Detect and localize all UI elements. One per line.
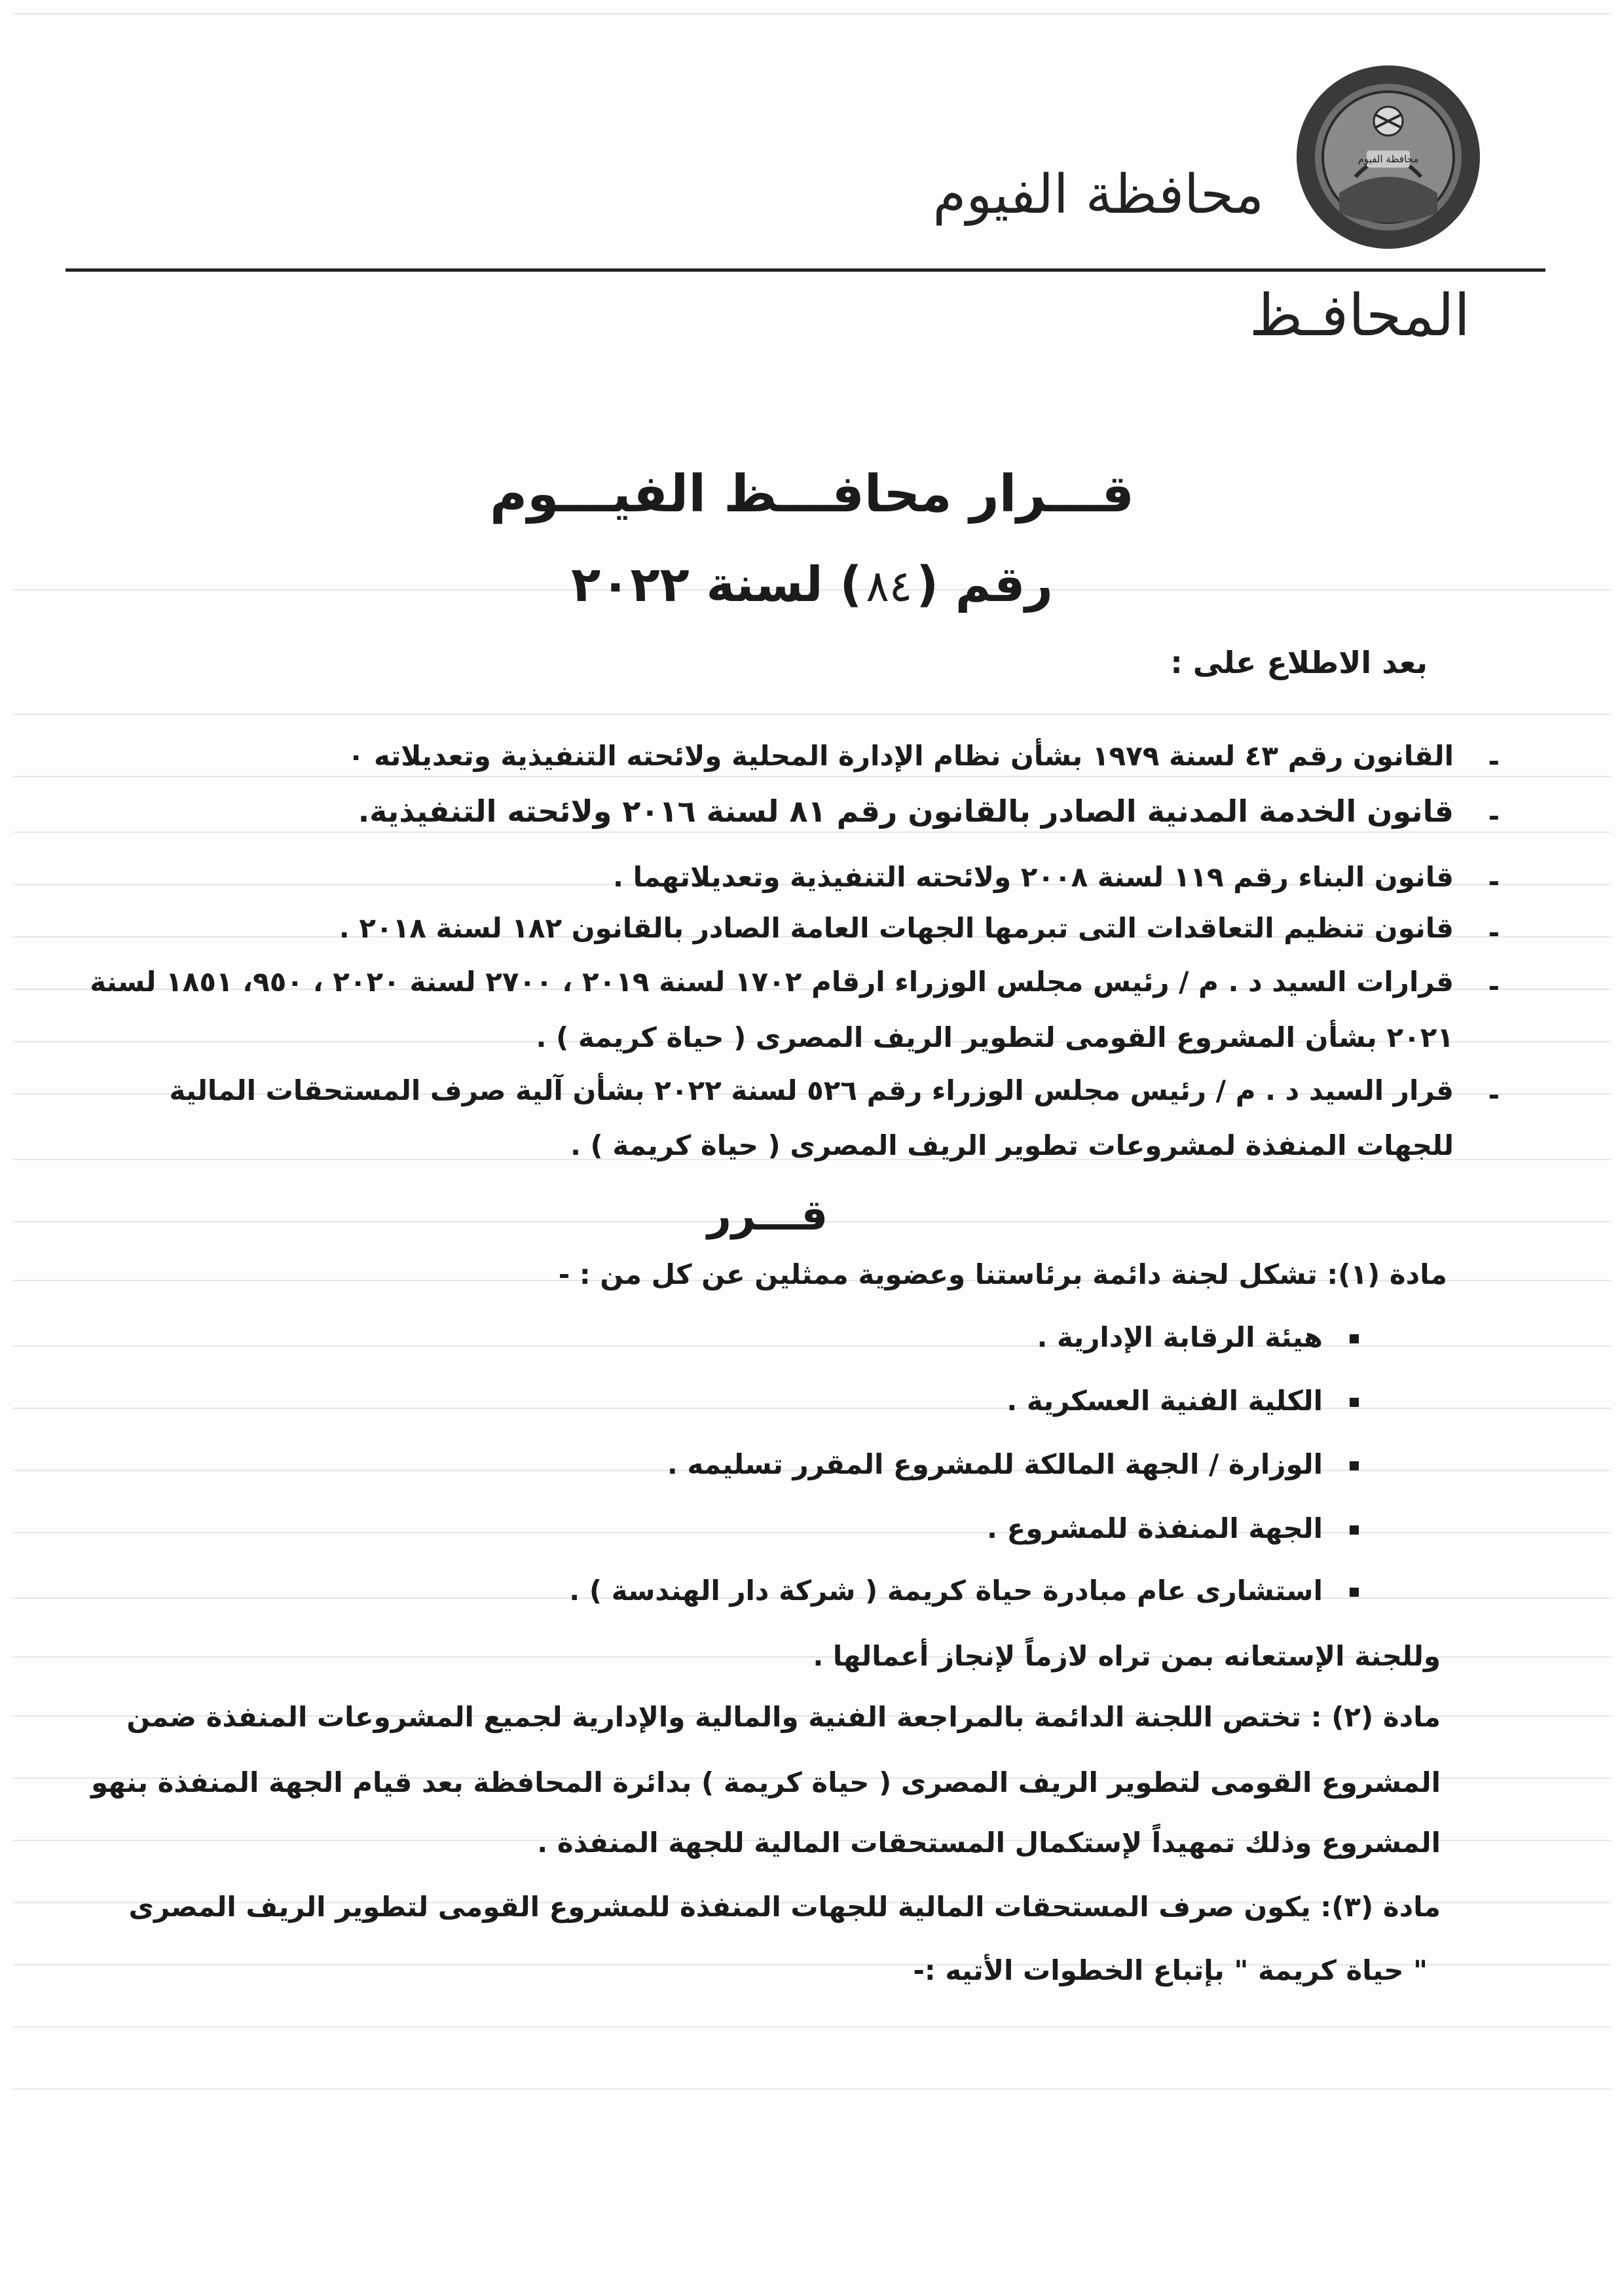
governorate-name: محافظة الفيوم: [932, 164, 1264, 226]
bullet-icon: [1350, 1588, 1359, 1597]
list-dash: -: [1488, 1079, 1500, 1111]
number-prefix: رقم (: [916, 556, 1053, 613]
article-1: مادة (١): تشكل لجنة دائمة برئاستنا وعضوية ممثلين عن كل من : -: [558, 1258, 1447, 1290]
list-dash: -: [1488, 745, 1500, 777]
reference-item: قانون تنظيم التعاقدات التى تبرمها الجهات العامة الصادر بالقانون ١٨٢ لسنة ٢٠١٨ .: [339, 912, 1454, 944]
governorate-seal: [1293, 62, 1483, 252]
reference-item: قانون الخدمة المدنية الصادر بالقانون رقم ٨١ لسنة ٢٠١٦ ولائحته التنفيذية.: [358, 793, 1454, 829]
committee-member: الكلية الفنية العسكرية .: [1006, 1385, 1323, 1417]
committee-member: هيئة الرقابة الإدارية .: [1037, 1321, 1323, 1353]
bullet-icon: [1350, 1398, 1359, 1407]
article-3: مادة (٣): يكون صرف المستحقات المالية للجهات المنفذة للمشروع القومى لتطوير الريف المصرى: [128, 1891, 1441, 1923]
list-dash: -: [1488, 917, 1500, 949]
committee-member: الوزارة / الجهة المالكة للمشروع المقرر تسليمه .: [667, 1448, 1323, 1480]
reference-item-continued: للجهات المنفذة لمشروعات تطوير الريف المصرى ( حياة كريمة ) .: [570, 1129, 1454, 1161]
ruled-line: [13, 776, 1611, 777]
list-dash: -: [1488, 970, 1500, 1002]
reference-item: قرار السيد د . م / رئيس مجلس الوزراء رقم ٥٢٦ لسنة ٢٠٢٢ بشأن آلية صرف المستحقات المالية: [169, 1074, 1454, 1106]
ruled-line: [13, 13, 1611, 14]
decree-number: ٨٤: [866, 561, 913, 611]
ruled-line: [13, 1408, 1611, 1409]
article-2: مادة (٢) : تختص اللجنة الدائمة بالمراجعة الفنية والمالية والإدارية لجميع المشروعات المنفذة ضمن: [126, 1701, 1441, 1733]
header-divider: [65, 268, 1545, 272]
ruled-line: [13, 2088, 1611, 2090]
ruled-line: [13, 714, 1611, 715]
decision-heading: قـــرر: [707, 1192, 828, 1240]
decree-title: قـــرار محافـــظ الفيـــوم: [490, 465, 1134, 524]
bullet-icon: [1350, 1461, 1359, 1470]
office-title: المحافـظ: [1249, 282, 1470, 349]
bullet-icon: [1350, 1334, 1359, 1343]
reference-item: قرارات السيد د . م / رئيس مجلس الوزراء ارقام ١٧٠٢ لسنة ٢٠١٩ ، ٢٧٠٠ لسنة ٢٠٢٠ ، ٩٥٠، ١٨٥١ لسنة: [90, 966, 1454, 998]
committee-note: وللجنة الإستعانه بمن تراه لازماً لإنجاز أعمالها .: [813, 1640, 1441, 1672]
article-2-continued: المشروع وذلك تمهيداً لإستكمال المستحقات المالية للجهة المنفذة .: [537, 1827, 1441, 1859]
decree-number-line: [0, 556, 1624, 613]
preamble: بعد الاطلاع على :: [1170, 645, 1428, 680]
number-suffix: ) لسنة ٢٠٢٢: [571, 556, 862, 613]
list-dash: -: [1488, 866, 1500, 898]
ruled-line: [13, 1345, 1611, 1347]
ruled-line: [13, 831, 1611, 833]
ruled-line: [13, 1532, 1611, 1533]
committee-member: الجهة المنفذة للمشروع .: [987, 1512, 1323, 1544]
list-dash: -: [1488, 800, 1500, 832]
ruled-line: [13, 2026, 1611, 2028]
bullet-icon: [1350, 1525, 1359, 1535]
article-3-continued: " حياة كريمة " بإتباع الخطوات الأتيه :-: [913, 1954, 1428, 1986]
committee-member: استشارى عام مبادرة حياة كريمة ( شركة دار الهندسة ) .: [569, 1575, 1323, 1607]
article-2-continued: المشروع القومى لتطوير الريف المصرى ( حياة كريمة ) بدائرة المحافظة بعد قيام الجهة المنفذة بنهو: [91, 1766, 1441, 1798]
reference-item-continued: ٢٠٢١ بشأن المشروع القومى لتطوير الريف المصرى ( حياة كريمة ) .: [536, 1021, 1454, 1053]
reference-item: القانون رقم ٤٣ لسنة ١٩٧٩ بشأن نظام الإدارة المحلية ولائحته التنفيذية وتعديلاته ٠: [347, 740, 1454, 772]
svg-text:محافظة الفيوم: محافظة الفيوم: [1357, 153, 1419, 165]
reference-item: قانون البناء رقم ١١٩ لسنة ٢٠٠٨ ولائحته التنفيذية وتعديلاتهما .: [613, 861, 1454, 893]
